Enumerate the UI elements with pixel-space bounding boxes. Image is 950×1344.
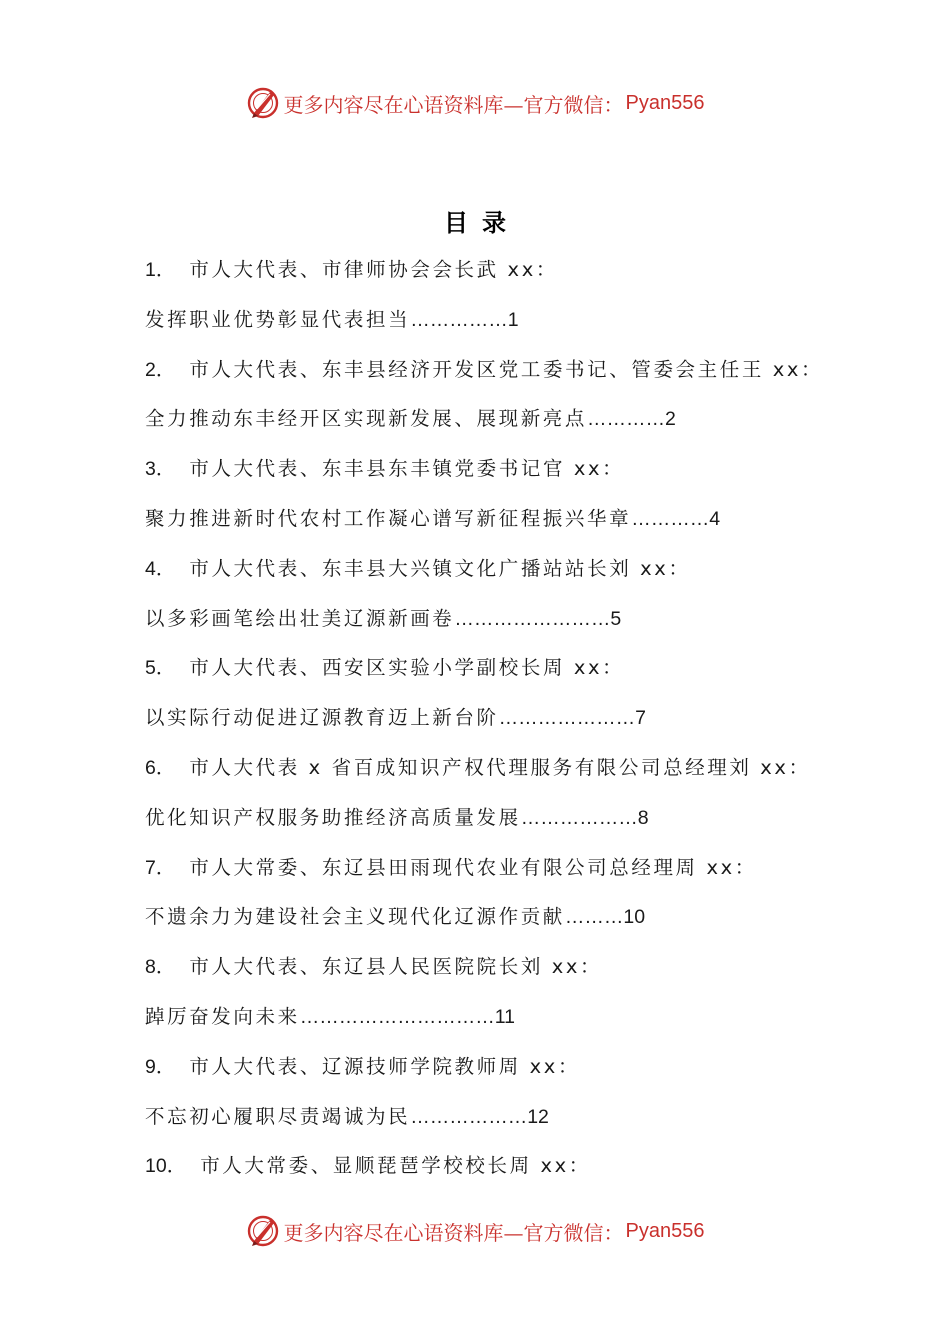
toc-entry-subtitle [145,301,845,351]
toc-entry-heading-text: 市人大代表、市律师协会会长武 xx： [189,258,558,281]
watermark-banner-bottom [0,1211,950,1251]
toc-entry-subtitle [145,600,845,650]
toc-entry-heading [145,351,845,401]
toc-entry-subtitle-text: 踔厉奋发向未来 [145,1004,300,1028]
toc-entry-heading [145,849,845,899]
pen-logo-icon [246,86,280,120]
toc-entry-subtitle [145,699,845,749]
toc-leader-dots: …………………… [454,607,611,630]
toc-entry-subtitle [145,799,845,849]
toc-entry-subtitle-text: 不忘初心履职尽责竭诚为民 [145,1104,411,1128]
toc-entry-heading-text: 市人大常委、显顺琵琶学校校长周 xx： [200,1154,591,1178]
toc-page-number: 8 [637,806,649,829]
toc-entry-subtitle-text: 以实际行动促进辽源教育迈上新台阶 [145,706,499,730]
toc-title: 目录 [444,209,520,237]
toc-leader-dots: ……………… [520,806,638,829]
toc-page-number: 12 [527,1105,549,1128]
toc-entry-heading [145,251,845,301]
toc-entry [145,251,845,351]
toc-entry [145,749,845,849]
toc-entry-subtitle [145,898,845,948]
toc-entry-number: 9． [145,1055,176,1078]
toc-entry-heading-text: 市人大代表、西安区实验小学副校长周 xx： [189,656,625,680]
toc-entry-heading [145,649,845,699]
toc-entry-subtitle [145,500,845,550]
toc-page-number: 5 [610,607,622,630]
toc-entry-heading [145,550,845,600]
toc-leader-dots: ………… [587,408,666,431]
toc-entry-subtitle [145,1098,845,1148]
toc-entry-subtitle-text: 发挥职业优势彰显代表担当 [145,307,411,331]
toc-entry-heading-text: 市人大代表、东丰县东丰镇党委书记官 xx： [189,457,625,481]
toc-leader-dots: ……………… [410,1105,528,1128]
pen-logo-icon [246,1214,280,1248]
toc-entry-number: 10． [145,1155,187,1178]
toc-entry-number: 1． [145,259,176,281]
toc-entry-number: 6． [145,756,176,779]
toc-entry-heading-text: 市人大代表 x 省百成知识产权代理服务有限公司总经理刘 xx： [189,755,811,779]
toc-leader-dots: …………… [410,308,508,331]
toc-entry-number: 3． [145,458,176,481]
toc-entry-heading-text: 市人大代表、东丰县经济开发区党工委书记、管委会主任王 xx： [189,357,824,381]
toc-leader-dots: ……… [564,906,624,929]
watermark-wechat-id: Pyan556 [625,1219,705,1242]
toc-entry-heading [145,749,845,799]
toc-entry [145,948,845,1048]
toc-entry-number: 2． [145,358,176,381]
toc-leader-dots: ………………………… [299,1005,495,1028]
toc-page-number: 7 [635,707,646,730]
toc-entry-subtitle-text: 不遗余力为建设社会主义现代化辽源作贡献 [145,905,565,929]
watermark-text: 更多内容尽在心语资料库—官方微信： [283,92,624,117]
watermark-wechat-id: Pyan556 [625,91,705,114]
toc-entry [145,550,845,650]
toc-entry [145,849,845,949]
toc-entry-number: 5． [145,657,176,680]
toc-entry [145,450,845,550]
toc-entry-heading-text: 市人大代表、东丰县大兴镇文化广播站站长刘 xx： [189,556,691,580]
toc-entry-heading-text: 市人大代表、东辽县人民医院院长刘 xx： [189,955,603,979]
toc-entry-number: 8． [145,956,176,979]
toc-entry-heading [145,450,845,500]
toc-leader-dots: ………… [631,507,710,530]
toc-entry-subtitle [145,400,845,450]
toc-entry-heading [145,1147,845,1197]
toc-entry [145,351,845,451]
toc-entry-heading [145,948,845,998]
toc-entry-subtitle-text: 以多彩画笔绘出壮美辽源新画卷 [145,606,455,630]
toc-entry-subtitle-text: 全力推动东丰经开区实现新发展、展现新亮点 [145,407,588,431]
toc-entry-number: 4． [145,557,176,580]
table-of-contents [145,251,845,1197]
toc-page-number: 4 [709,507,721,530]
toc-page-number: 11 [494,1005,515,1028]
toc-page-number: 1 [507,308,519,331]
toc-entry-subtitle-text: 聚力推进新时代农村工作凝心谱写新征程振兴华章 [145,506,632,530]
toc-entry-heading-text: 市人大常委、东辽县田雨现代农业有限公司总经理周 xx： [189,855,757,879]
toc-entry-heading [145,1048,845,1098]
toc-entry [145,1048,845,1148]
watermark-banner-top [0,83,950,123]
toc-entry [145,1147,845,1197]
toc-entry-subtitle [145,998,845,1048]
toc-entry-subtitle-text: 优化知识产权服务助推经济高质量发展 [145,805,521,829]
toc-entry-number: 7． [145,856,176,879]
toc-leader-dots: ………………… [498,707,636,730]
toc-entry-heading-text: 市人大代表、辽源技师学院教师周 xx： [189,1054,581,1078]
toc-entry [145,649,845,749]
toc-page-number: 10 [623,906,646,929]
toc-page-number: 2 [665,408,676,431]
watermark-text: 更多内容尽在心语资料库—官方微信： [283,1220,624,1245]
